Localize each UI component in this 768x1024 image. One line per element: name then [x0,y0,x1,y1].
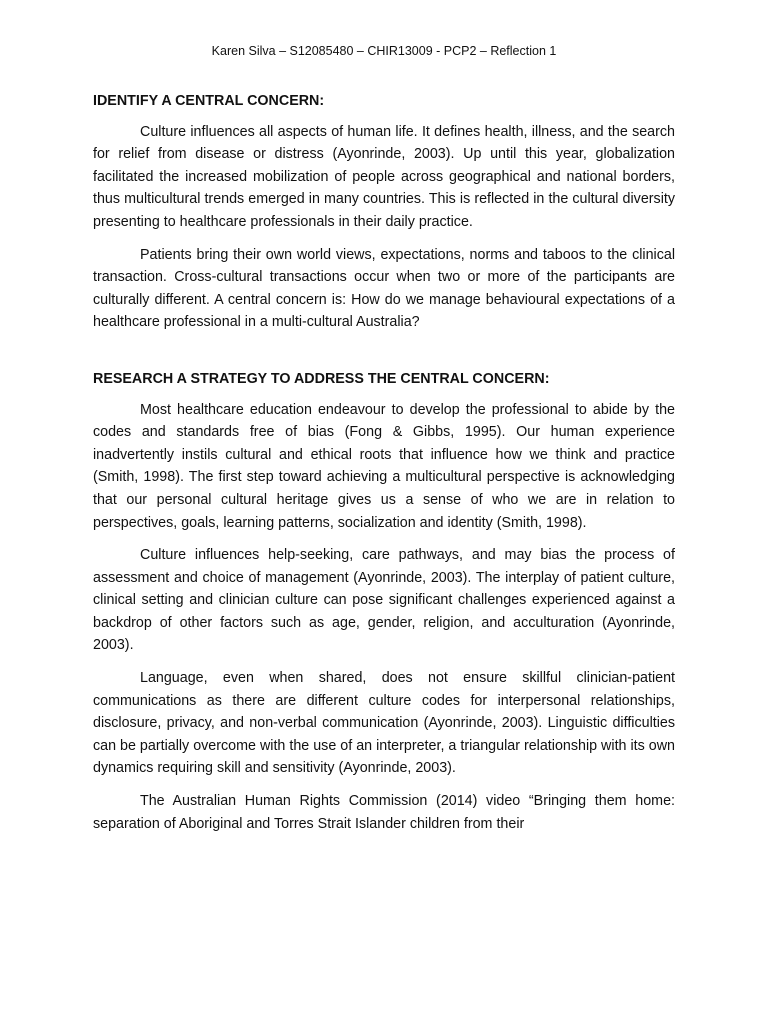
paragraph: The Australian Human Rights Commission (2014) video “Bringing them home: separation of Aboriginal and Torres Strait Islander children from their [93,793,675,832]
paragraph: Language, even when shared, does not ensure skillful clinician-patient communications as there are different culture codes for interpersonal relationships, disclosure, privacy, and non-verbal communication (Ayonrinde, 2003). Linguistic difficulties can be partially overcome with the use of an interpreter, a triangular relationship with its own dynamics requiring skill and sensitivity (Ayonrinde, 2003). [93,670,675,777]
section-heading: RESEARCH A STRATEGY TO ADDRESS THE CENTRAL CONCERN: [93,370,550,387]
paragraph: Patients bring their own world views, expectations, norms and taboos to the clinical transaction. Cross-cultural transactions occur when two or more of the participants are culturally different. A central concern is: How do we manage behavioural expectations of a healthcare professional in a multi-cultural Australia? [93,246,675,331]
paragraph: Culture influences all aspects of human life. It defines health, illness, and the search for relief from disease or distress (Ayonrinde, 2003). Up until this year, globalization facilitated the increased mobilization of people across geographical and national borders, thus multicultural trends emerged in many countries. This is reflected in the cultural diversity presenting to healthcare professionals in their daily practice. [93,123,675,230]
paragraph: Culture influences help-seeking, care pathways, and may bias the process of assessment and choice of management (Ayonrinde, 2003). The interplay of patient culture, clinical setting and clinician culture can pose significant challenges experienced against a backdrop of other factors such as age, gender, religion, and acculturation (Ayonrinde, 2003). [93,547,675,654]
paragraph: Most healthcare education endeavour to develop the professional to abide by the codes and standards free of bias (Fong & Gibbs, 1995). Our human experience inadvertently instils cultural and ethical roots that influence how we think and practice (Smith, 1998). The first step toward achieving a multicultural perspective is acknowledging that our personal cultural heritage gives us a sense of who we are in relation to perspectives, goals, learning patterns, socialization and identity (Smith, 1998). [93,401,675,531]
section-heading: IDENTIFY A CENTRAL CONCERN: [93,93,325,109]
document-body [93,90,675,845]
page-header: Karen Silva – S12085480 – CHIR13009 - PCP2 – Reflection 1 [211,44,557,58]
